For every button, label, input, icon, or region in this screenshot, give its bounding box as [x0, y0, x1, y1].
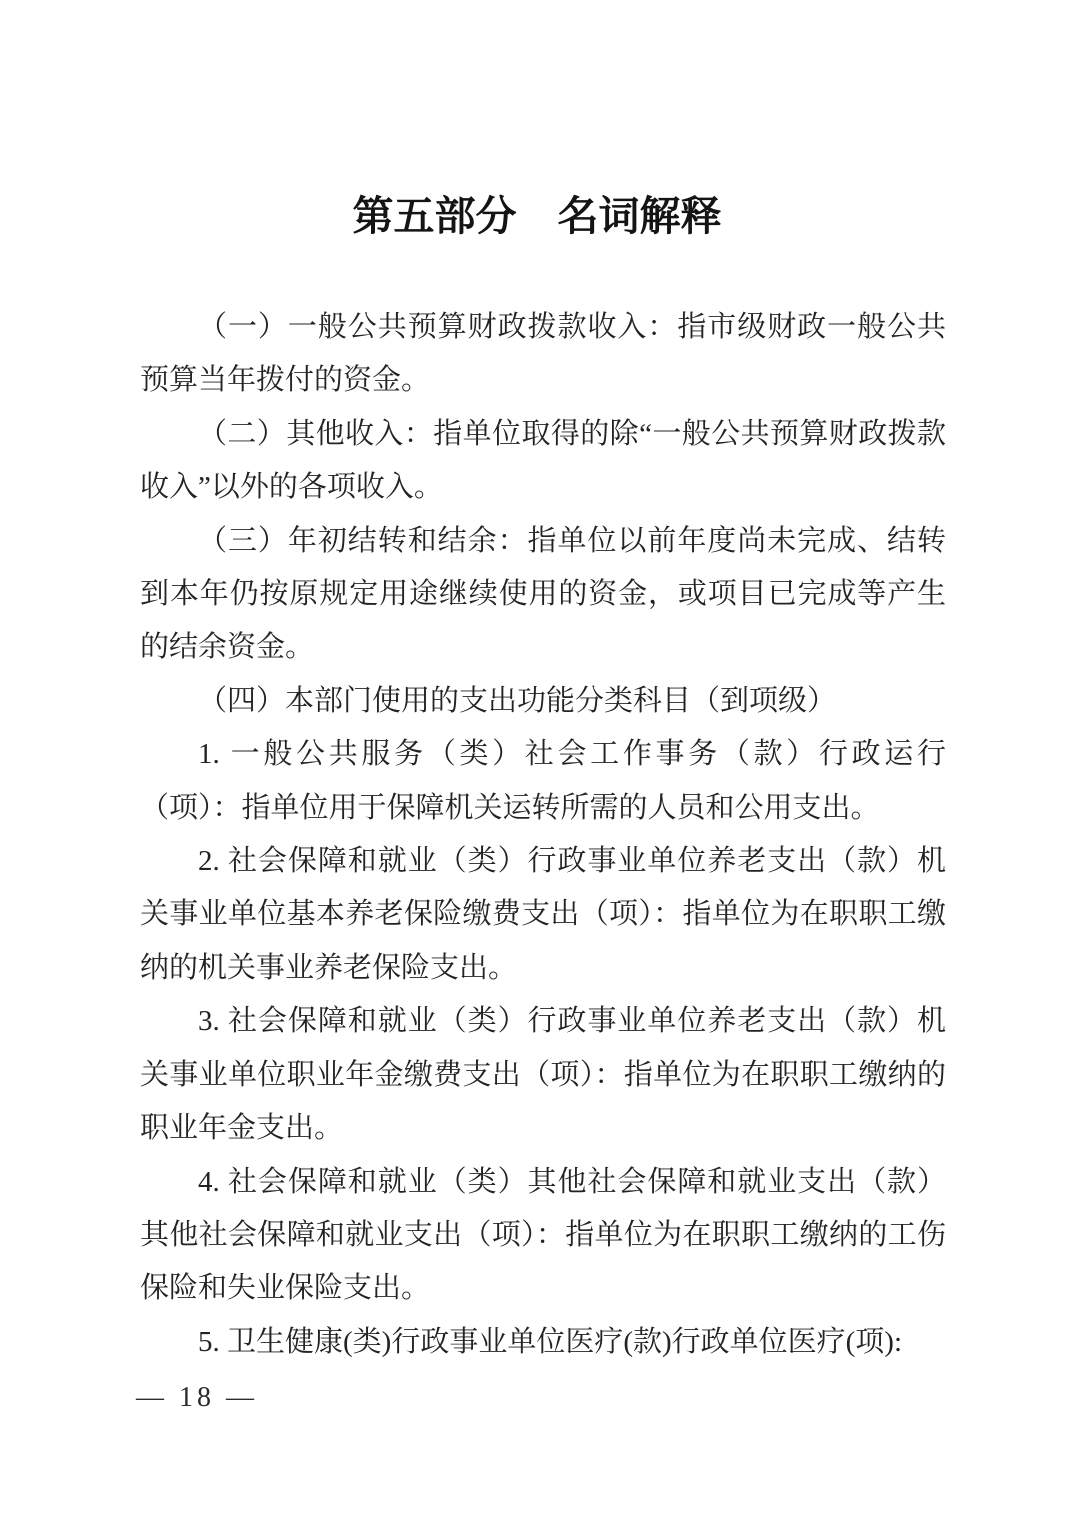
paragraph-term-1: （一）一般公共预算财政拨款收入：指市级财政一般公共预算当年拨付的资金。 — [140, 311, 946, 397]
page-number: — 18 — — [136, 1382, 258, 1413]
paragraph-item-1: 1. 一般公共服务（类）社会工作事务（款）行政运行（项）：指单位用于保障机关运转所需的人员和公用支出。 — [140, 738, 946, 824]
document-body — [140, 301, 946, 1369]
paragraph-term-4: （四）本部门使用的支出功能分类科目（到项级） — [198, 684, 837, 717]
paragraph-item-4: 4. 社会保障和就业（类）其他社会保障和就业支出（款）其他社会保障和就业支出（项）：指单位为在职职工缴纳的工伤保险和失业保险支出。 — [140, 1165, 946, 1305]
paragraph-item-3: 3. 社会保障和就业（类）行政事业单位养老支出（款）机关事业单位职业年金缴费支出（项）：指单位为在职职工缴纳的职业年金支出。 — [140, 1005, 946, 1145]
paragraph-item-2: 2. 社会保障和就业（类）行政事业单位养老支出（款）机关事业单位基本养老保险缴费支出（项）：指单位为在职职工缴纳的机关事业养老保险支出。 — [140, 845, 946, 984]
page-title: 第五部分 名词解释 — [352, 193, 722, 239]
paragraph-term-2: （二）其他收入：指单位取得的除“一般公共预算财政拨款收入”以外的各项收入。 — [140, 417, 946, 504]
paragraph-item-5: 5. 卫生健康(类)行政事业单位医疗(款)行政单位医疗(项): — [198, 1325, 903, 1358]
paragraph-term-3: （三）年初结转和结余：指单位以前年度尚未完成、结转到本年仍按原规定用途继续使用的资金，或项目已完成等产生的结余资金。 — [140, 524, 946, 664]
